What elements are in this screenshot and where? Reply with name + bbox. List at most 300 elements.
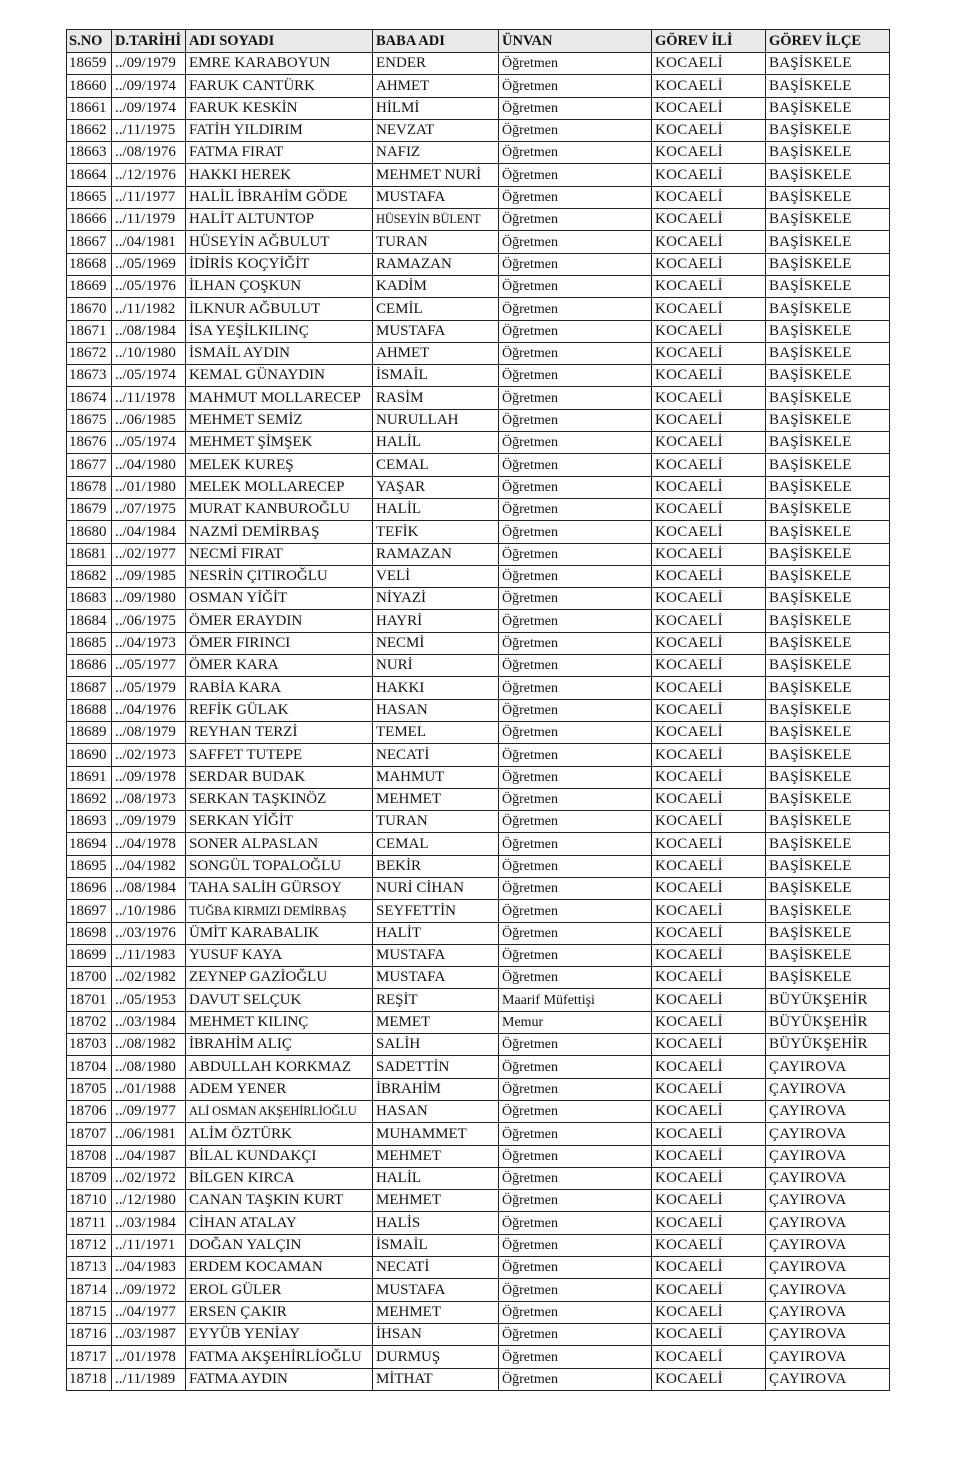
cell-unvan: Öğretmen	[499, 298, 652, 320]
cell-sno: 18717	[67, 1346, 112, 1368]
cell-sno: 18678	[67, 476, 112, 498]
cell-gorev-ili: KOCAELİ	[652, 944, 766, 966]
cell-gorev-ili: KOCAELİ	[652, 1078, 766, 1100]
cell-sno: 18704	[67, 1056, 112, 1078]
cell-sno: 18697	[67, 900, 112, 922]
cell-baba-adi: SEYFETTİN	[373, 900, 499, 922]
cell-gorev-ili: KOCAELİ	[652, 1234, 766, 1256]
cell-sno: 18670	[67, 298, 112, 320]
cell-baba-adi: MUHAMMET	[373, 1123, 499, 1145]
cell-gorev-ili: KOCAELİ	[652, 409, 766, 431]
cell-unvan: Öğretmen	[499, 655, 652, 677]
cell-dtarihi: ../09/1974	[112, 97, 186, 119]
cell-unvan: Öğretmen	[499, 164, 652, 186]
cell-gorev-ili: KOCAELİ	[652, 1056, 766, 1078]
cell-gorev-ili: KOCAELİ	[652, 498, 766, 520]
cell-baba-adi: MUSTAFA	[373, 944, 499, 966]
cell-unvan: Öğretmen	[499, 1346, 652, 1368]
cell-sno: 18708	[67, 1145, 112, 1167]
cell-gorev-ili: KOCAELİ	[652, 721, 766, 743]
cell-gorev-ilce: ÇAYIROVA	[766, 1368, 890, 1390]
cell-adi-soyadi: NESRİN ÇITIROĞLU	[186, 565, 373, 587]
cell-adi-soyadi: SERKAN YİĞİT	[186, 811, 373, 833]
cell-dtarihi: ../12/1976	[112, 164, 186, 186]
cell-gorev-ilce: BAŞİSKELE	[766, 855, 890, 877]
cell-dtarihi: ../02/1972	[112, 1167, 186, 1189]
table-row	[67, 766, 890, 788]
table-row	[67, 1234, 890, 1256]
cell-baba-adi: HİLMİ	[373, 97, 499, 119]
cell-adi-soyadi: HAKKI HEREK	[186, 164, 373, 186]
cell-unvan: Öğretmen	[499, 1323, 652, 1345]
cell-baba-adi: ENDER	[373, 53, 499, 75]
cell-adi-soyadi: ÖMER FIRINCI	[186, 632, 373, 654]
cell-baba-adi: TURAN	[373, 231, 499, 253]
cell-sno: 18676	[67, 432, 112, 454]
cell-unvan: Öğretmen	[499, 119, 652, 141]
cell-baba-adi: HASAN	[373, 1100, 499, 1122]
cell-unvan: Öğretmen	[499, 432, 652, 454]
cell-adi-soyadi: SONGÜL TOPALOĞLU	[186, 855, 373, 877]
cell-baba-adi: NECMİ	[373, 632, 499, 654]
cell-gorev-ilce: ÇAYIROVA	[766, 1078, 890, 1100]
cell-unvan: Öğretmen	[499, 1257, 652, 1279]
cell-sno: 18672	[67, 342, 112, 364]
document-sheet	[66, 29, 889, 1391]
cell-unvan: Öğretmen	[499, 1123, 652, 1145]
cell-gorev-ilce: BAŞİSKELE	[766, 231, 890, 253]
cell-dtarihi: ../01/1988	[112, 1078, 186, 1100]
cell-dtarihi: ../11/1975	[112, 119, 186, 141]
cell-sno: 18715	[67, 1301, 112, 1323]
cell-gorev-ilce: ÇAYIROVA	[766, 1123, 890, 1145]
cell-adi-soyadi: NECMİ FIRAT	[186, 543, 373, 565]
cell-sno: 18694	[67, 833, 112, 855]
table-body	[67, 53, 890, 1391]
cell-adi-soyadi: ERSEN ÇAKIR	[186, 1301, 373, 1323]
cell-gorev-ilce: BAŞİSKELE	[766, 387, 890, 409]
cell-gorev-ili: KOCAELİ	[652, 744, 766, 766]
cell-gorev-ili: KOCAELİ	[652, 164, 766, 186]
cell-gorev-ili: KOCAELİ	[652, 900, 766, 922]
cell-baba-adi: YAŞAR	[373, 476, 499, 498]
cell-unvan: Öğretmen	[499, 320, 652, 342]
cell-adi-soyadi: SAFFET TUTEPE	[186, 744, 373, 766]
cell-baba-adi: KADİM	[373, 275, 499, 297]
cell-gorev-ili: KOCAELİ	[652, 967, 766, 989]
cell-adi-soyadi: KEMAL GÜNAYDIN	[186, 365, 373, 387]
cell-dtarihi: ../05/1977	[112, 655, 186, 677]
cell-gorev-ili: KOCAELİ	[652, 1212, 766, 1234]
cell-unvan: Öğretmen	[499, 744, 652, 766]
cell-sno: 18696	[67, 877, 112, 899]
cell-gorev-ili: KOCAELİ	[652, 342, 766, 364]
cell-dtarihi: ../09/1978	[112, 766, 186, 788]
cell-dtarihi: ../08/1980	[112, 1056, 186, 1078]
cell-gorev-ili: KOCAELİ	[652, 543, 766, 565]
header-sno: S.NO	[67, 30, 112, 53]
cell-sno: 18662	[67, 119, 112, 141]
cell-gorev-ili: KOCAELİ	[652, 699, 766, 721]
table-row	[67, 677, 890, 699]
cell-adi-soyadi: EMRE KARABOYUN	[186, 53, 373, 75]
table-row	[67, 409, 890, 431]
cell-dtarihi: ../09/1974	[112, 75, 186, 97]
cell-baba-adi: MEHMET	[373, 788, 499, 810]
cell-baba-adi: HALİL	[373, 1167, 499, 1189]
cell-sno: 18681	[67, 543, 112, 565]
cell-gorev-ili: KOCAELİ	[652, 521, 766, 543]
cell-baba-adi: NURULLAH	[373, 409, 499, 431]
table-row	[67, 1078, 890, 1100]
cell-gorev-ilce: ÇAYIROVA	[766, 1279, 890, 1301]
table-row	[67, 900, 890, 922]
cell-sno: 18703	[67, 1034, 112, 1056]
cell-unvan: Öğretmen	[499, 275, 652, 297]
cell-unvan: Öğretmen	[499, 677, 652, 699]
cell-gorev-ili: KOCAELİ	[652, 298, 766, 320]
cell-dtarihi: ../09/1979	[112, 811, 186, 833]
cell-dtarihi: ../06/1975	[112, 610, 186, 632]
table-row	[67, 944, 890, 966]
cell-dtarihi: ../03/1987	[112, 1323, 186, 1345]
cell-gorev-ilce: BAŞİSKELE	[766, 75, 890, 97]
cell-gorev-ili: KOCAELİ	[652, 186, 766, 208]
cell-unvan: Öğretmen	[499, 967, 652, 989]
cell-baba-adi: MUSTAFA	[373, 320, 499, 342]
cell-adi-soyadi: EYYÜB YENİAY	[186, 1323, 373, 1345]
cell-sno: 18707	[67, 1123, 112, 1145]
cell-gorev-ili: KOCAELİ	[652, 1346, 766, 1368]
table-row	[67, 989, 890, 1011]
table-row	[67, 632, 890, 654]
cell-adi-soyadi: MAHMUT MOLLARECEP	[186, 387, 373, 409]
table-row	[67, 811, 890, 833]
cell-gorev-ili: KOCAELİ	[652, 1100, 766, 1122]
cell-baba-adi: MUSTAFA	[373, 1279, 499, 1301]
cell-dtarihi: ../08/1973	[112, 788, 186, 810]
cell-adi-soyadi: MELEK MOLLARECEP	[186, 476, 373, 498]
cell-dtarihi: ../03/1976	[112, 922, 186, 944]
cell-adi-soyadi: ALİ OSMAN AKŞEHİRLİOĞLU	[186, 1100, 373, 1122]
table-row	[67, 744, 890, 766]
cell-baba-adi: MEHMET	[373, 1145, 499, 1167]
cell-baba-adi: HASAN	[373, 699, 499, 721]
cell-gorev-ili: KOCAELİ	[652, 1368, 766, 1390]
cell-sno: 18718	[67, 1368, 112, 1390]
cell-dtarihi: ../11/1977	[112, 186, 186, 208]
table-row	[67, 699, 890, 721]
cell-baba-adi: DURMUŞ	[373, 1346, 499, 1368]
cell-gorev-ilce: BAŞİSKELE	[766, 454, 890, 476]
table-row	[67, 1323, 890, 1345]
cell-baba-adi: NAFIZ	[373, 142, 499, 164]
cell-unvan: Öğretmen	[499, 1145, 652, 1167]
cell-baba-adi: NURİ CİHAN	[373, 877, 499, 899]
table-row	[67, 142, 890, 164]
table-row	[67, 655, 890, 677]
cell-dtarihi: ../08/1976	[112, 142, 186, 164]
cell-adi-soyadi: FATİH YILDIRIM	[186, 119, 373, 141]
cell-gorev-ili: KOCAELİ	[652, 1323, 766, 1345]
cell-unvan: Öğretmen	[499, 900, 652, 922]
table-row	[67, 610, 890, 632]
cell-sno: 18710	[67, 1190, 112, 1212]
cell-dtarihi: ../11/1978	[112, 387, 186, 409]
cell-dtarihi: ../01/1980	[112, 476, 186, 498]
cell-adi-soyadi: RABİA KARA	[186, 677, 373, 699]
table-row	[67, 119, 890, 141]
cell-gorev-ili: KOCAELİ	[652, 588, 766, 610]
header-adi-soyadi: ADI SOYADI	[186, 30, 373, 53]
cell-baba-adi: MEHMET	[373, 1190, 499, 1212]
cell-sno: 18689	[67, 721, 112, 743]
cell-gorev-ili: KOCAELİ	[652, 833, 766, 855]
cell-sno: 18665	[67, 186, 112, 208]
cell-dtarihi: ../09/1985	[112, 565, 186, 587]
cell-gorev-ilce: BAŞİSKELE	[766, 967, 890, 989]
cell-sno: 18669	[67, 275, 112, 297]
cell-unvan: Öğretmen	[499, 811, 652, 833]
cell-gorev-ilce: ÇAYIROVA	[766, 1056, 890, 1078]
cell-unvan: Öğretmen	[499, 1190, 652, 1212]
personnel-table	[66, 29, 890, 1391]
cell-dtarihi: ../06/1981	[112, 1123, 186, 1145]
table-row	[67, 1100, 890, 1122]
cell-adi-soyadi: FATMA AYDIN	[186, 1368, 373, 1390]
cell-dtarihi: ../08/1984	[112, 320, 186, 342]
cell-gorev-ilce: ÇAYIROVA	[766, 1190, 890, 1212]
cell-unvan: Öğretmen	[499, 1056, 652, 1078]
cell-sno: 18706	[67, 1100, 112, 1122]
cell-gorev-ili: KOCAELİ	[652, 231, 766, 253]
cell-adi-soyadi: CİHAN ATALAY	[186, 1212, 373, 1234]
cell-adi-soyadi: MEHMET ŞİMŞEK	[186, 432, 373, 454]
cell-unvan: Öğretmen	[499, 387, 652, 409]
cell-gorev-ili: KOCAELİ	[652, 610, 766, 632]
cell-gorev-ili: KOCAELİ	[652, 1034, 766, 1056]
cell-adi-soyadi: SERKAN TAŞKINÖZ	[186, 788, 373, 810]
cell-baba-adi: AHMET	[373, 75, 499, 97]
cell-sno: 18673	[67, 365, 112, 387]
table-row	[67, 476, 890, 498]
cell-gorev-ili: KOCAELİ	[652, 811, 766, 833]
cell-dtarihi: ../04/1984	[112, 521, 186, 543]
cell-dtarihi: ../04/1987	[112, 1145, 186, 1167]
cell-sno: 18705	[67, 1078, 112, 1100]
cell-unvan: Öğretmen	[499, 1368, 652, 1390]
cell-unvan: Öğretmen	[499, 1167, 652, 1189]
cell-dtarihi: ../07/1975	[112, 498, 186, 520]
cell-adi-soyadi: FARUK CANTÜRK	[186, 75, 373, 97]
table-row	[67, 342, 890, 364]
cell-dtarihi: ../09/1977	[112, 1100, 186, 1122]
cell-gorev-ilce: BAŞİSKELE	[766, 565, 890, 587]
table-row	[67, 1257, 890, 1279]
cell-baba-adi: CEMAL	[373, 833, 499, 855]
cell-gorev-ilce: BAŞİSKELE	[766, 766, 890, 788]
cell-sno: 18660	[67, 75, 112, 97]
cell-adi-soyadi: HÜSEYİN AĞBULUT	[186, 231, 373, 253]
cell-gorev-ilce: BAŞİSKELE	[766, 632, 890, 654]
table-row	[67, 833, 890, 855]
cell-gorev-ilce: BAŞİSKELE	[766, 543, 890, 565]
cell-baba-adi: HALİL	[373, 432, 499, 454]
cell-unvan: Maarif Müfettişi	[499, 989, 652, 1011]
cell-adi-soyadi: OSMAN YİĞİT	[186, 588, 373, 610]
cell-adi-soyadi: CANAN TAŞKIN KURT	[186, 1190, 373, 1212]
cell-dtarihi: ../04/1978	[112, 833, 186, 855]
cell-dtarihi: ../02/1982	[112, 967, 186, 989]
cell-dtarihi: ../11/1983	[112, 944, 186, 966]
cell-unvan: Öğretmen	[499, 521, 652, 543]
cell-gorev-ilce: BAŞİSKELE	[766, 811, 890, 833]
cell-baba-adi: İBRAHİM	[373, 1078, 499, 1100]
table-row	[67, 1145, 890, 1167]
cell-adi-soyadi: ÖMER ERAYDIN	[186, 610, 373, 632]
cell-adi-soyadi: İDİRİS KOÇYİĞİT	[186, 253, 373, 275]
table-row	[67, 75, 890, 97]
cell-dtarihi: ../04/1973	[112, 632, 186, 654]
cell-dtarihi: ../04/1977	[112, 1301, 186, 1323]
cell-dtarihi: ../04/1980	[112, 454, 186, 476]
cell-sno: 18712	[67, 1234, 112, 1256]
cell-unvan: Öğretmen	[499, 565, 652, 587]
cell-adi-soyadi: İSMAİL AYDIN	[186, 342, 373, 364]
cell-dtarihi: ../08/1984	[112, 877, 186, 899]
cell-dtarihi: ../11/1989	[112, 1368, 186, 1390]
cell-gorev-ilce: BAŞİSKELE	[766, 655, 890, 677]
cell-sno: 18701	[67, 989, 112, 1011]
cell-sno: 18674	[67, 387, 112, 409]
cell-dtarihi: ../02/1973	[112, 744, 186, 766]
table-row	[67, 521, 890, 543]
cell-unvan: Öğretmen	[499, 97, 652, 119]
cell-adi-soyadi: NAZMİ DEMİRBAŞ	[186, 521, 373, 543]
cell-dtarihi: ../11/1971	[112, 1234, 186, 1256]
cell-adi-soyadi: FARUK KESKİN	[186, 97, 373, 119]
cell-dtarihi: ../05/1969	[112, 253, 186, 275]
cell-sno: 18685	[67, 632, 112, 654]
cell-sno: 18693	[67, 811, 112, 833]
cell-gorev-ilce: ÇAYIROVA	[766, 1167, 890, 1189]
table-row	[67, 788, 890, 810]
cell-baba-adi: RAMAZAN	[373, 543, 499, 565]
cell-gorev-ilce: BAŞİSKELE	[766, 253, 890, 275]
cell-unvan: Öğretmen	[499, 75, 652, 97]
cell-gorev-ilce: ÇAYIROVA	[766, 1234, 890, 1256]
cell-dtarihi: ../10/1986	[112, 900, 186, 922]
cell-baba-adi: AHMET	[373, 342, 499, 364]
header-gorev-ilce: GÖREV İLÇE	[766, 30, 890, 53]
cell-baba-adi: HÜSEYİN BÜLENT	[373, 209, 499, 231]
cell-sno: 18698	[67, 922, 112, 944]
cell-gorev-ilce: BAŞİSKELE	[766, 275, 890, 297]
cell-gorev-ili: KOCAELİ	[652, 432, 766, 454]
cell-dtarihi: ../04/1982	[112, 855, 186, 877]
cell-unvan: Öğretmen	[499, 855, 652, 877]
header-row	[67, 30, 890, 53]
table-row	[67, 855, 890, 877]
cell-unvan: Öğretmen	[499, 476, 652, 498]
table-row	[67, 53, 890, 75]
cell-gorev-ili: KOCAELİ	[652, 1011, 766, 1033]
cell-sno: 18695	[67, 855, 112, 877]
cell-baba-adi: HALİT	[373, 922, 499, 944]
cell-sno: 18716	[67, 1323, 112, 1345]
cell-unvan: Memur	[499, 1011, 652, 1033]
cell-adi-soyadi: ÖMER KARA	[186, 655, 373, 677]
cell-gorev-ili: KOCAELİ	[652, 476, 766, 498]
cell-sno: 18675	[67, 409, 112, 431]
cell-baba-adi: NURİ	[373, 655, 499, 677]
cell-sno: 18702	[67, 1011, 112, 1033]
cell-adi-soyadi: FATMA AKŞEHİRLİOĞLU	[186, 1346, 373, 1368]
cell-baba-adi: NECATİ	[373, 744, 499, 766]
cell-gorev-ili: KOCAELİ	[652, 253, 766, 275]
cell-sno: 18713	[67, 1257, 112, 1279]
cell-unvan: Öğretmen	[499, 1301, 652, 1323]
cell-adi-soyadi: MEHMET KILINÇ	[186, 1011, 373, 1033]
cell-gorev-ili: KOCAELİ	[652, 766, 766, 788]
cell-adi-soyadi: MURAT KANBUROĞLU	[186, 498, 373, 520]
cell-baba-adi: REŞİT	[373, 989, 499, 1011]
cell-baba-adi: NİYAZİ	[373, 588, 499, 610]
table-row	[67, 721, 890, 743]
cell-baba-adi: RAMAZAN	[373, 253, 499, 275]
cell-sno: 18671	[67, 320, 112, 342]
cell-adi-soyadi: İSA YEŞİLKILINÇ	[186, 320, 373, 342]
cell-baba-adi: TEFİK	[373, 521, 499, 543]
cell-unvan: Öğretmen	[499, 253, 652, 275]
cell-sno: 18687	[67, 677, 112, 699]
table-row	[67, 97, 890, 119]
cell-adi-soyadi: SONER ALPASLAN	[186, 833, 373, 855]
cell-adi-soyadi: REFİK GÜLAK	[186, 699, 373, 721]
cell-gorev-ili: KOCAELİ	[652, 365, 766, 387]
table-row	[67, 543, 890, 565]
cell-gorev-ilce: BAŞİSKELE	[766, 699, 890, 721]
cell-gorev-ilce: BAŞİSKELE	[766, 142, 890, 164]
cell-baba-adi: MUSTAFA	[373, 967, 499, 989]
cell-gorev-ilce: ÇAYIROVA	[766, 1145, 890, 1167]
table-row	[67, 1167, 890, 1189]
cell-gorev-ili: KOCAELİ	[652, 320, 766, 342]
table-row	[67, 1190, 890, 1212]
table-row	[67, 1056, 890, 1078]
cell-dtarihi: ../09/1979	[112, 53, 186, 75]
cell-gorev-ilce: BAŞİSKELE	[766, 677, 890, 699]
table-row	[67, 498, 890, 520]
cell-adi-soyadi: DAVUT SELÇUK	[186, 989, 373, 1011]
cell-gorev-ili: KOCAELİ	[652, 855, 766, 877]
cell-gorev-ilce: BAŞİSKELE	[766, 409, 890, 431]
table-row	[67, 565, 890, 587]
table-row	[67, 387, 890, 409]
cell-baba-adi: CEMİL	[373, 298, 499, 320]
cell-dtarihi: ../05/1953	[112, 989, 186, 1011]
cell-adi-soyadi: ADEM YENER	[186, 1078, 373, 1100]
cell-sno: 18692	[67, 788, 112, 810]
cell-dtarihi: ../12/1980	[112, 1190, 186, 1212]
cell-gorev-ilce: BAŞİSKELE	[766, 432, 890, 454]
cell-gorev-ilce: BAŞİSKELE	[766, 498, 890, 520]
cell-sno: 18682	[67, 565, 112, 587]
cell-gorev-ili: KOCAELİ	[652, 1257, 766, 1279]
cell-gorev-ilce: ÇAYIROVA	[766, 1212, 890, 1234]
cell-sno: 18663	[67, 142, 112, 164]
cell-baba-adi: SALİH	[373, 1034, 499, 1056]
